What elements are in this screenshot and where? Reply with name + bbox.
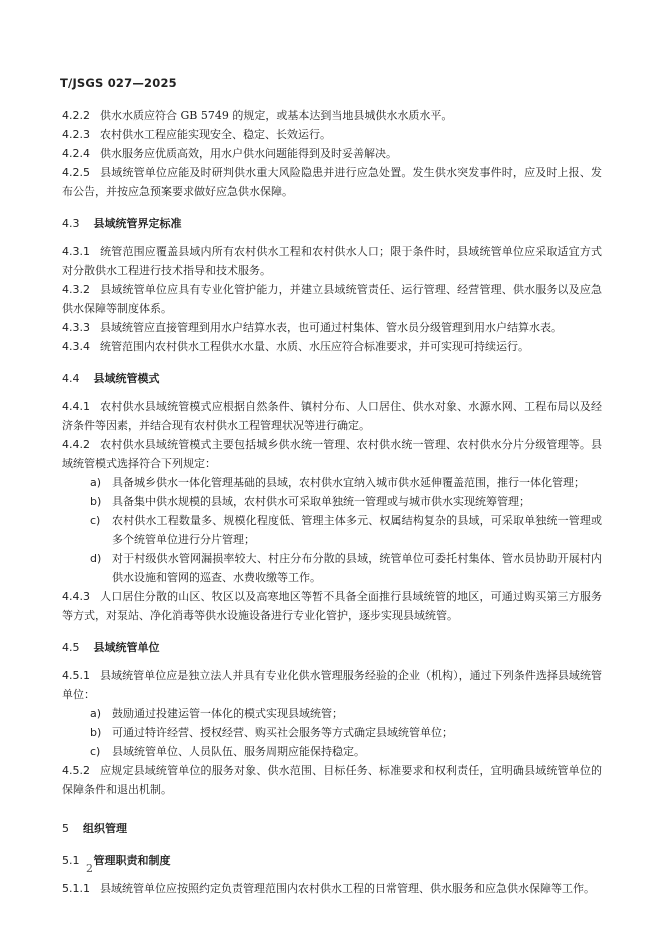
list-item-text: 具备城乡供水一体化管理基础的县域，农村供水宜纳入城市供水延伸覆盖范围，推行一体化管理；: [112, 476, 585, 489]
clause-number: 4.3.1: [62, 245, 90, 258]
clause-number: 4.5.2: [62, 764, 90, 777]
document-body: [62, 106, 602, 898]
list-item-label: a): [90, 707, 102, 720]
clause-number: 4.3.4: [62, 340, 90, 353]
clause-text: 人口居住分散的山区、牧区以及高寒地区等暂不具备全面推行县域统管的地区，可通过购买第三方服务等方式，对泵站、净化消毒等供水设施设备进行专业化管护，逐步实现县域统管。: [62, 590, 602, 622]
clause-paragraph: [62, 106, 602, 125]
clause-text: 统管范围应覆盖县域内所有农村供水工程和农村供水人口；限于条件时，县域统管单位应采取适宜方式对分散供水工程进行技术指导和技术服务。: [62, 245, 602, 277]
clause-number: 4.4.1: [62, 400, 90, 413]
list-item-text: 可通过特许经营、授权经营、购买社会服务等方式确定县域统管单位；: [112, 726, 453, 739]
clause-text: 县域统管应直接管理到用水户结算水表，也可通过村集体、管水员分级管理到用水户结算水表。: [100, 321, 562, 334]
clause-text: 县域统管单位应能及时研判供水重大风险隐患并进行应急处置。发生供水突发事件时，应及时上报、发布公告，并按应急预案要求做好应急供水保障。: [62, 166, 602, 198]
section-heading: [62, 638, 602, 657]
clause-paragraph: [62, 397, 602, 435]
list-item-text: 对于村级供水管网漏损率较大、村庄分布分散的县域，统管单位可委托村集体、管水员协助开展村内供水设施和管网的巡查、水费收缴等工作。: [112, 552, 602, 584]
heading-number: 4.4: [62, 372, 80, 385]
heading-title: 县域统管单位: [93, 641, 160, 654]
clause-number: 4.4.2: [62, 438, 90, 451]
clause-number: 4.2.4: [62, 147, 90, 160]
heading-number: 5: [62, 822, 69, 835]
clause-text: 农村供水县域统管模式应根据自然条件、镇村分布、人口居住、供水对象、水源水网、工程布局以及经济条件等因素，并结合现有农村供水工程管理状况等进行确定。: [62, 400, 602, 432]
section-heading: [62, 214, 602, 233]
clause-number: 4.2.5: [62, 166, 90, 179]
clause-text: 统管范围内农村供水工程供水水量、水质、水压应符合标准要求，并可实现可持续运行。: [100, 340, 529, 353]
clause-number: 4.5.1: [62, 669, 90, 682]
clause-text: 县域统管单位应按照约定负责管理范围内农村供水工程的日常管理、供水服务和应急供水保障等工作。: [100, 882, 595, 895]
heading-title: 县域统管模式: [93, 372, 160, 385]
list-item-text: 鼓励通过投建运管一体化的模式实现县域统管；: [112, 707, 343, 720]
list-item: [90, 704, 602, 723]
list-item: [90, 511, 602, 549]
clause-paragraph: [62, 666, 602, 704]
clause-number: 4.2.2: [62, 109, 90, 122]
clause-text: 县域统管单位应是独立法人并具有专业化供水管理服务经验的企业（机构），通过下列条件选择县域统管单位：: [62, 669, 602, 701]
chapter-heading: [62, 819, 602, 838]
heading-title: 管理职责和制度: [93, 854, 171, 867]
clause-text: 供水水质应符合 GB 5749 的规定，或基本达到当地县城供水水质水平。: [100, 109, 453, 122]
clause-text: 供水服务应优质高效，用水户供水问题能得到及时妥善解决。: [100, 147, 397, 160]
clause-text: 县域统管单位应具有专业化管护能力，并建立县域统管责任、运行管理、经营管理、供水服务以及应急供水保障等制度体系。: [62, 283, 602, 315]
list-item-label: a): [90, 476, 102, 489]
clause-number: 4.2.3: [62, 128, 90, 141]
clause-paragraph: [62, 587, 602, 625]
clause-paragraph: [62, 318, 602, 337]
list-item: [90, 723, 602, 742]
heading-title: 县域统管界定标准: [93, 217, 182, 230]
clause-paragraph: [62, 337, 602, 356]
clause-number: 4.4.3: [62, 590, 90, 603]
standard-code-header: T/JSGS 027—2025: [60, 76, 177, 90]
heading-number: 4.3: [62, 217, 80, 230]
clause-paragraph: [62, 435, 602, 473]
clause-paragraph: [62, 761, 602, 799]
clause-paragraph: [62, 879, 602, 898]
section-heading: [62, 369, 602, 388]
section-heading: [62, 851, 602, 870]
clause-paragraph: [62, 163, 602, 201]
clause-text: 农村供水县域统管模式主要包括城乡供水统一管理、农村供水统一管理、农村供水分片分级管理等。县域统管模式选择符合下列规定：: [62, 438, 602, 470]
clause-number: 4.3.3: [62, 321, 90, 334]
clause-number: 4.3.2: [62, 283, 90, 296]
list-item-label: c): [90, 514, 101, 527]
list-item-label: b): [90, 495, 102, 508]
list-item: [90, 549, 602, 587]
clause-number: 5.1.1: [62, 882, 90, 895]
heading-number: 4.5: [62, 641, 80, 654]
heading-title: 组织管理: [83, 822, 127, 835]
clause-text: 应规定县域统管单位的服务对象、供水范围、目标任务、标准要求和权利责任，宜明确县域统管单位的保障条件和退出机制。: [62, 764, 602, 796]
list-item: [90, 742, 602, 761]
list-item-label: d): [90, 552, 102, 565]
list-item-text: 具备集中供水规模的县域，农村供水可采取单独统一管理或与城市供水实现统筹管理；: [112, 495, 530, 508]
list-item: [90, 473, 602, 492]
list-item-label: b): [90, 726, 102, 739]
list-item-text: 农村供水工程数量多、规模化程度低、管理主体多元、权属结构复杂的县域，可采取单独统一管理或多个统管单位进行分片管理；: [112, 514, 602, 546]
heading-number: 5.1: [62, 854, 80, 867]
page-number: 2: [86, 862, 93, 875]
list-item-label: c): [90, 745, 101, 758]
clause-paragraph: [62, 280, 602, 318]
list-item: [90, 492, 602, 511]
clause-paragraph: [62, 144, 602, 163]
clause-paragraph: [62, 125, 602, 144]
list-item-text: 县域统管单位、人员队伍、服务周期应能保持稳定。: [112, 745, 365, 758]
clause-paragraph: [62, 242, 602, 280]
clause-text: 农村供水工程应能实现安全、稳定、长效运行。: [100, 128, 331, 141]
